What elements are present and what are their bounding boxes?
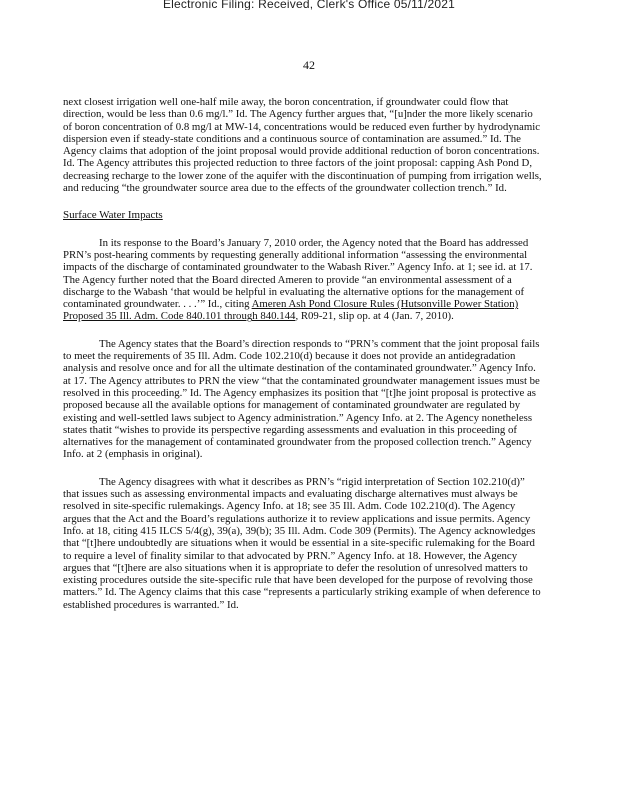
case-citation: Ameren Ash Pond Closure Rules (Hutsonville Power Station) Proposed 35 Ill. Adm. Code 840.101 through 840.144 [63,298,519,323]
paragraph-boron-concentration: next closest irrigation well one-half mile away, the boron concentration, if groundwater could flow that direction, would be less than 0.6 mg/l.” Id. The Agency further argues that, “[u]nder the more likely scenario of boron concentration of 0.8 mg/l at MW-14, concentrations would be reduced even further by hydrodynamic dispersion even if steady-state conditions and a continuous source of contamination are assumed.” Id. The Agency claims that adoption of the joint proposal would provide additional reduction of boron concentrations. Id. The Agency attributes this projected reduction to three factors of the joint proposal: capping Ash Pond D, decreasing recharge to the lower zone of the aquifer with the discontinuation of pumping from irrigation wells, and reducing “the groundwater source area due to the effects of the groundwater collection trench.” Id. [63,96,542,195]
section-heading-surface-water-impacts: Surface Water Impacts [63,209,163,222]
paragraph-board-order-response [63,237,543,323]
paragraph-board-direction: The Agency states that the Board’s direction responds to “PRN’s comment that the joint proposal fails to meet the requirements of 35 Ill. Adm. Code 102.210(d) because it does not provide an antidegradation analysis and resolve once and for all the ultimate destination of the contaminated groundwater.” Agency Info. at 17. The Agency attributes to PRN the view “that the contaminated groundwater management issues must be resolved in this proceeding.” Id. The Agency emphasizes its position that “[t]he joint proposal is protective as proposed because all the available options for management of contaminated groundwater are regulated by existing and well-settled laws subject to Agency administration.” Agency Info. at 2. The Agency nonetheless states thatit “wishes to provide its perspective regarding assessments and evaluation in this proceeding of alternatives for the management of contaminated groundwater from the proposed collection trench.” Agency Info. at 2 (emphasis in original). [63,337,540,461]
page-number: 42 [303,58,315,72]
filing-stamp: Electronic Filing: Received, Clerk's Office 05/11/2021 [162,0,456,10]
paragraph-gap [63,323,543,338]
document-body [63,96,543,611]
paragraph-agency-disagreement: The Agency disagrees with what it describes as PRN’s “rigid interpretation of Section 102.210(d)” that issues such as assessing environmental impacts and evaluating discharge alternatives must always be resolved in site-specific rulemakings. Agency Info. at 18; see 35 Ill. Adm. Code 102.210(d). The Agency argues that the Act and the Board’s regulations authorize it to review applications and issue permits. Agency Info. at 18, citing 415 ILCS 5/4(g), 39(a), 39(b); 35 Ill. Adm. Code 309 (Permits). The Agency acknowledges that “[t]here undoubtedly are situations when it would be essential in a site-specific rulemaking for the Board to require a level of finality similar to that advocated by PRN.” Agency Info. at 18. However, the Agency argues that “[t]here are also situations when it is appropriate to defer the resolution of unresolved matters to existing procedures outside the site-specific rule that have been developed for the purpose of revolving those matters.” Id. The Agency claims that this case “represents a particularly striking example of when deference to established procedures is warranted.” Id. [63,475,541,611]
paragraph-text: , R09-21, slip op. at 4 (Jan. 7, 2010). [295,310,454,323]
paragraph-text: In its response to the Board’s January 7, 2010 order, the Agency noted that the Board has addressed PRN’s post-hearing comments by requesting generally additional information “assessing the environmental impacts of the discharge of contaminated groundwater to the Wabash River.” Agency Info. at 1; see id. at 17. The Agency further noted that the Board directed Ameren to provide “an environmental assessment of a discharge to the Wabash ‘that would be helpful in evaluating the alternative options for the management of contaminated groundwater. . . .’” Id., citing [63,236,533,311]
paragraph-gap [63,461,543,476]
